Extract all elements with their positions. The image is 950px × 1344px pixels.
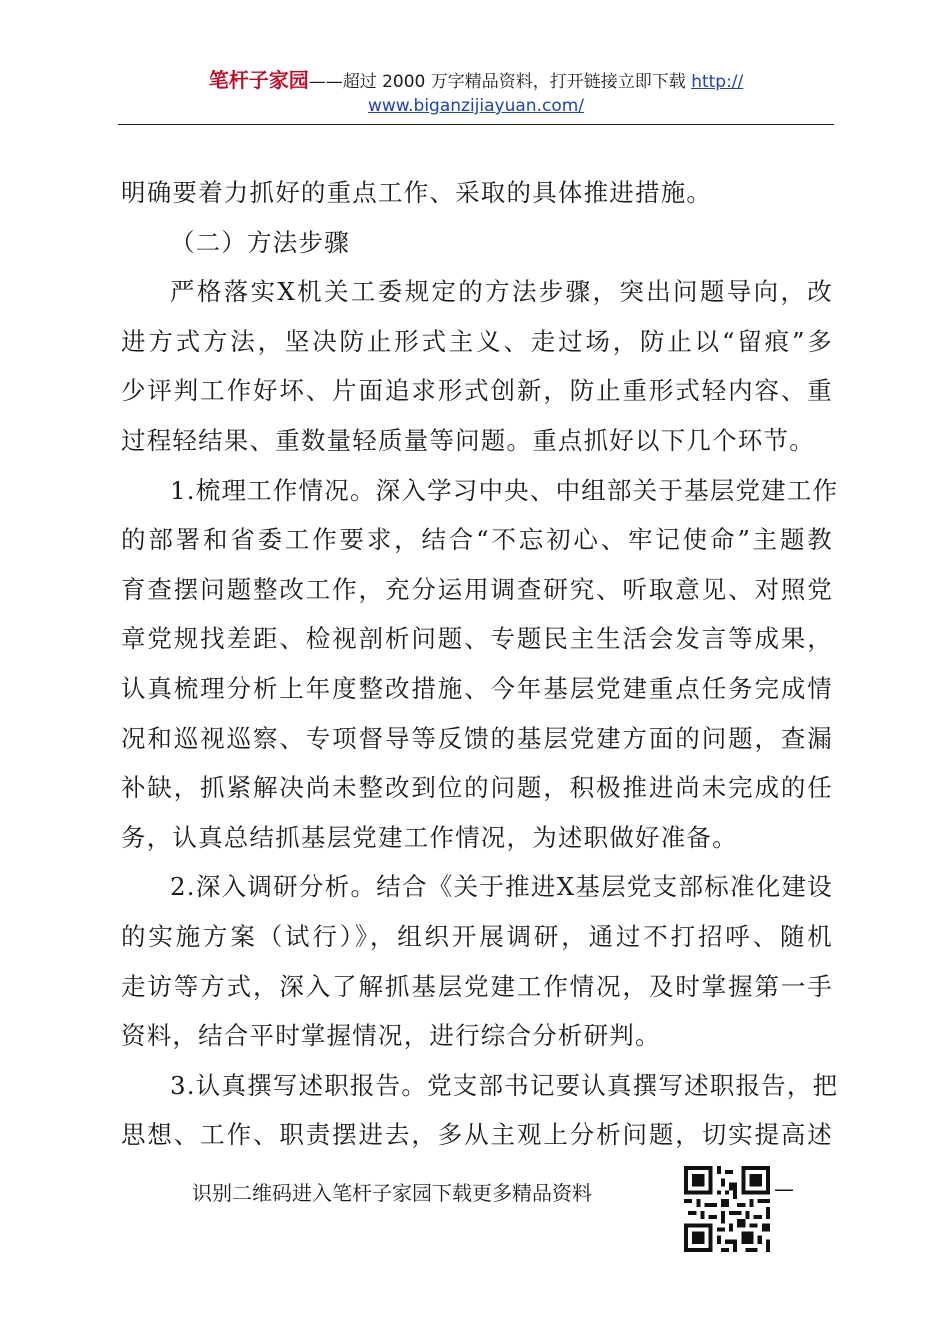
body-line: 少评判工作好坏、片面追求形式创新，防止重形式轻内容、重 (121, 376, 833, 406)
body-line: 过程轻结果、重数量轻质量等问题。重点抓好以下几个环节。 (121, 425, 815, 455)
body-line: 认真梳理分析上年度整改措施、今年基层党建重点任务完成情 (121, 673, 833, 703)
header-line-2 (118, 94, 834, 118)
body-line: 章党规找差距、检视剖析问题、专题民主生活会发言等成果， (121, 624, 833, 654)
header-tagline: ——超过 2000 万字精品资料，打开链接立即下载 (308, 72, 692, 92)
header-divider (118, 124, 834, 125)
footer-caption: 识别二维码进入笔杆子家园下载更多精品资料 (192, 1181, 592, 1205)
body-line: 的部署和省委工作要求，结合“不忘初心、牢记使命”主题教 (121, 525, 833, 555)
footer-dash: — (774, 1177, 794, 1201)
body-line: 补缺，抓紧解决尚未整改到位的问题，积极推进尚未完成的任 (121, 773, 833, 803)
body-line: 严格落实X机关工委规定的方法步骤，突出问题导向，改 (170, 277, 833, 307)
qr-code-icon[interactable] (684, 1166, 770, 1252)
document-body (121, 168, 839, 1160)
body-line: 走访等方式，深入了解抓基层党建工作情况，及时掌握第一手 (121, 971, 833, 1001)
header-link-part1[interactable]: http:// (691, 72, 744, 92)
header-line-1 (118, 68, 834, 94)
body-line: 2.深入调研分析。结合《关于推进X基层党支部标准化建设 (170, 872, 833, 902)
body-line: 明确要着力抓好的重点工作、采取的具体推进措施。 (121, 178, 713, 207)
body-line: 的实施方案（试行）》，组织开展调研，通过不打招呼、随机 (121, 921, 833, 951)
body-line: 进方式方法，坚决防止形式主义、走过场，防止以“留痕”多 (121, 326, 833, 356)
header-link-part2[interactable]: www.biganzijiayuan.com/ (367, 96, 585, 116)
body-line: 思想、工作、职责摆进去，多从主观上分析问题，切实提高述 (121, 1120, 833, 1150)
brand-name: 笔杆子家园 (208, 68, 309, 92)
body-line: 况和巡视巡察、专项督导等反馈的基层党建方面的问题，查漏 (121, 723, 833, 753)
body-line: 务，认真总结抓基层党建工作情况，为述职做好准备。 (121, 822, 738, 852)
body-line: 1.梳理工作情况。深入学习中央、中组部关于基层党建工作 (170, 475, 839, 505)
body-line: 3.认真撰写述职报告。党支部书记要认真撰写述职报告，把 (170, 1070, 839, 1100)
section-heading: （二）方法步骤 (170, 227, 350, 257)
body-line: 资料，结合平时掌握情况，进行综合分析研判。 (121, 1021, 661, 1051)
body-line: 育查摆问题整改工作，充分运用调查研究、听取意见、对照党 (121, 574, 833, 604)
page-header (118, 68, 834, 118)
